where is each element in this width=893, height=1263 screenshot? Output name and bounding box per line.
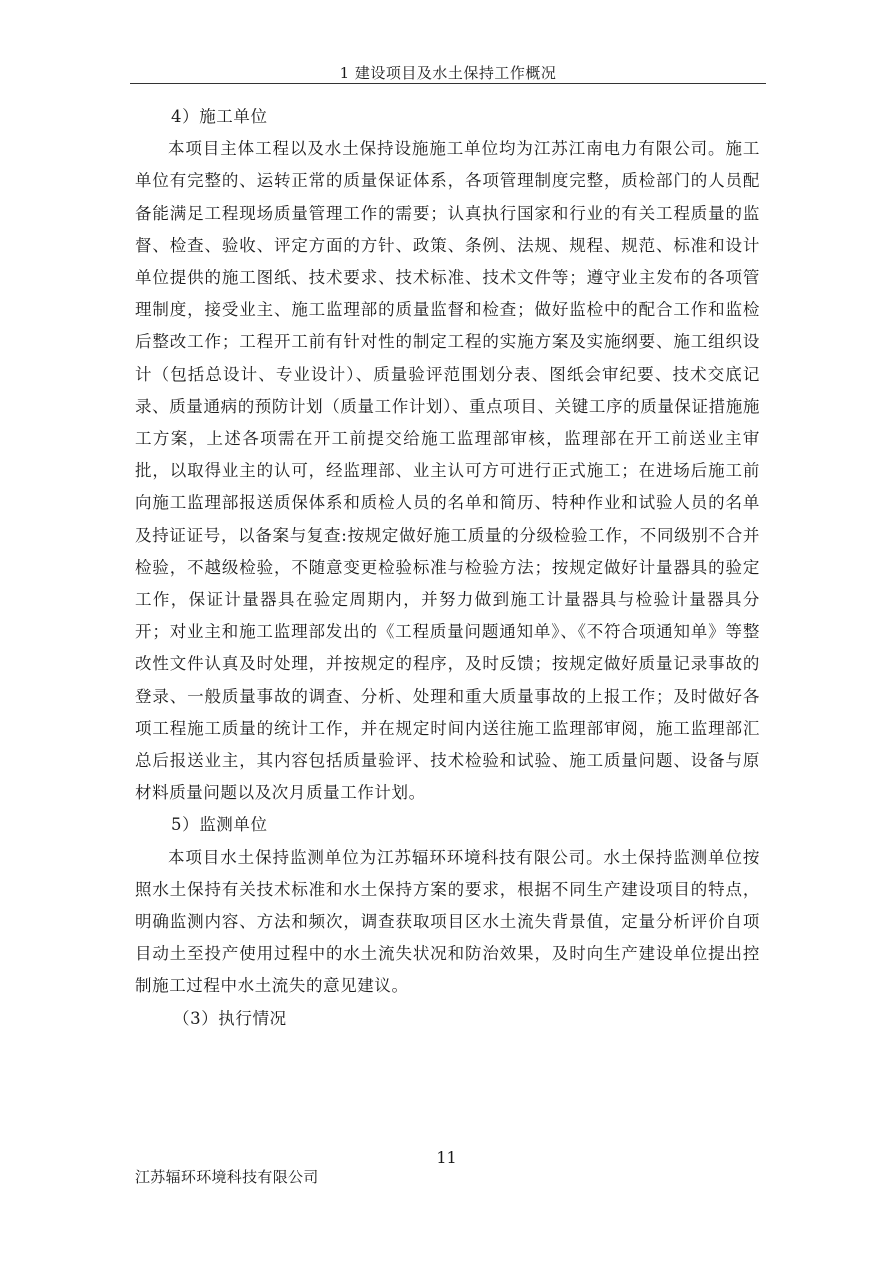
paragraph-construction-unit: 本项目主体工程以及水土保持设施施工单位均为江苏江南电力有限公司。施工单位有完整的、运转正常的质量保证体系，各项管理制度完整，质检部门的人员配备能满足工程现场质量管理工作的需要；认真执行国家和行业的有关工程质量的监督、检查、验收、评定方面的方针、政策、条例、法规、规程、规范、标准和设计单位提供的施工图纸、技术要求、技术标准、技术文件等；遵守业主发布的各项管理制度，接受业主、施工监理部的质量监督和检查；做好监检中的配合工作和监检后整改工作；工程开工前有针对性的制定工程的实施方案及实施纲要、施工组织设计（包括总设计、专业设计）、质量验评范围划分表、图纸会审纪要、技术交底记录、质量通病的预防计划（质量工作计划）、重点项目、关键工序的质量保证措施施工方案，上述各项需在开工前提交给施工监理部审核，监理部在开工前送业主审批，以取得业主的认可，经监理部、业主认可方可进行正式施工；在进场后施工前向施工监理部报送质保体系和质检人员的名单和简历、特种作业和试验人员的名单及持证证号，以备案与复查:按规定做好施工质量的分级检验工作，不同级别不合并检验，不越级检验，不随意变更检验标准与检验方法；按规定做好计量器具的验定工作，保证计量器具在验定周期内，并努力做到施工计量器具与检验计量器具分开；对业主和施工监理部发出的《工程质量问题通知单》、《不符合项通知单》等整改性文件认真及时处理，并按规定的程序，及时反馈；按规定做好质量记录事故的登录、一般质量事故的调查、分析、处理和重大质量事故的上报工作；及时做好各项工程施工质量的统计工作，并在规定时间内送往施工监理部审阅，施工监理部汇总后报送业主，其内容包括质量验评、技术检验和试验、施工质量问题、设备与原材料质量问题以及次月质量工作计划。 — [135, 139, 760, 803]
running-header: 1 建设项目及水土保持工作概况 — [339, 64, 557, 82]
footer-company-name: 江苏辐环环境科技有限公司 — [135, 1168, 319, 1186]
header-divider — [130, 83, 766, 84]
paragraph-monitoring-unit: 本项目水土保持监测单位为江苏辐环环境科技有限公司。水土保持监测单位按照水土保持有关技术标准和水土保持方案的要求，根据不同生产建设项目的特点，明确监测内容、方法和频次，调查获取项目区水土流失背景值，定量分析评价自项目动土至投产使用过程中的水土流失状况和防治效果，及时向生产建设单位提出控制施工过程中水土流失的意见建议。 — [135, 847, 760, 996]
section-heading-monitoring-unit: 5）监测单位 — [171, 815, 268, 835]
document-body — [135, 101, 760, 1035]
section-heading-execution: （3）执行情况 — [173, 1008, 287, 1028]
page-number: 11 — [436, 1148, 457, 1167]
section-heading-construction-unit: 4）施工单位 — [171, 107, 268, 126]
